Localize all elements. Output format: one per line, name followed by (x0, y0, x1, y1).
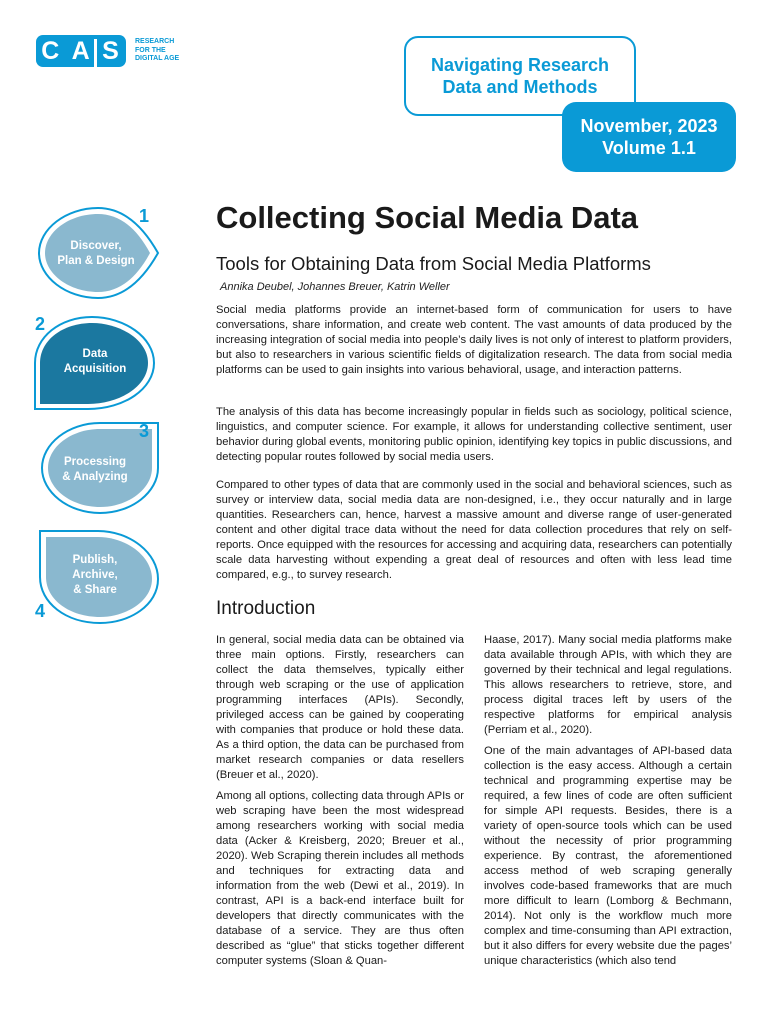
step-label-line: Publish, (72, 554, 118, 566)
step-label-line: Archive, (72, 569, 118, 581)
step-label-line: & Share (73, 584, 117, 596)
article-paragraph: Social media platforms provide an internet-based form of communication for users to have conversations, share information, and create web content. The vast amounts of data produced by the increasing integration of social media into people’s daily lives is not only of interest to platform providers, but also to researchers in various scientific fields of digitalization research. The data from social media platforms can be used to gain insights into various behavioral, usage, and interaction patterns. (216, 304, 732, 376)
step-3-label (45, 455, 145, 485)
logo-tagline-line: DIGITAL AGE (135, 55, 180, 63)
intro-right-paragraph: Haase, 2017). Many social media platforms make data available through APIs, with which they are governed by their technical and legal regulations. This allows researchers to retrieve, store, and process digital traces left by users of the respective platforms for empirical analysis (Perriam et al., 2020). (484, 634, 732, 736)
step-2-number: 2 (35, 314, 46, 334)
logo-mark (36, 35, 126, 67)
article-paragraph: Compared to other types of data that are commonly used in the social and behavioral sciences, such as survey or interview data, social media data are non-designed, i.e., they occur naturally and in large quantities. Researchers can, hence, harvest a massive amount and diverse range of user-generated content and other digital trace data without the need for data collection procedures that rely on self-reports. Once equipped with the resources for accessing and acquiring data, researchers can potentially scale data harvesting without expending a great deal of resources and often with less lead time compared, e.g., to survey research. (216, 479, 732, 581)
volume-number: Volume 1.1 (602, 138, 696, 158)
series-title: Navigating Research Data and Methods (430, 55, 610, 97)
step-label-line: & Analyzing (62, 471, 128, 483)
intro-right-paragraph: One of the main advantages of API-based data collection is the easy access. Although a certain technical and programming expertise may be required, a few lines of code are often sufficient for simple API requests. Besides, there is a variety of open-source tools which can be used without the necessity of prior programming experience. By contrast, the aforementioned access method of web scraping generally involves code-based frameworks that are much more difficult to learn (Lomborg & Bechmann, 2014). Not only is the workflow much more complex and time-consuming than API extraction, but it also differs for every website due the pages’ unique characteristics (which also tend (484, 745, 732, 967)
step-1-label (46, 239, 146, 269)
article-subtitle: Tools for Obtaining Data from Social Media Platforms (216, 253, 651, 274)
step-label-line: Processing (64, 456, 126, 468)
logo-tagline-line: RESEARCH (135, 38, 175, 46)
section-heading-introduction: Introduction (216, 598, 316, 619)
logo-tagline-line: FOR THE (135, 46, 166, 54)
step-label-line: Acquisition (63, 363, 127, 375)
step-label-line: Discover, (70, 240, 122, 252)
step-1-number: 1 (139, 206, 150, 226)
logo-tagline (135, 38, 195, 64)
article-authors: Annika Deubel, Johannes Breuer, Katrin Weller (220, 281, 450, 293)
issue-date: November, 2023 (580, 116, 718, 136)
article-title: Collecting Social Media Data (216, 200, 639, 235)
intro-left-paragraph: In general, social media data can be obtained via three main options. Firstly, researchers can collect the data themselves, typically either through web scraping or the use of application programming interfaces (APIs). Secondly, privileged access can be gained by cooperating with companies that produce or hold these data. As a third option, the data can be purchased from market research companies or data resellers (Breuer et al., 2020). (216, 634, 464, 781)
step-4-number: 4 (35, 601, 46, 621)
step-label-line: Data (82, 348, 108, 360)
logo-letter-c: C (41, 36, 62, 65)
logo-letter-a: A (71, 36, 92, 65)
intro-left-paragraph: Among all options, collecting data through APIs or web scraping have been the most widespread among researchers working with social media data (Acker & Kreisberg, 2020; Breuer et al., 2020). Web Scraping therein includes all methods and techniques for extracting data and information from the web (Dewi et al., 2019). In contrast, API is a back-end interface built for developers that directly communicates with the database of a service. They are thus often described as “glue” that sticks together different computer systems (Sloan & Quan- (216, 790, 464, 967)
step-2-label (45, 347, 145, 377)
step-3-number: 3 (139, 421, 150, 441)
step-label-line: Plan & Design (57, 255, 135, 267)
logo-divider (94, 39, 97, 73)
volume-box (562, 102, 736, 172)
article-paragraph: The analysis of this data has become increasingly popular in fields such as sociology, political science, linguistics, and computer science. For example, it allows for understanding collective sentiment, user behavior during global events, monitoring public opinion, identifying key topics in public discussions, and detecting popular routes followed by social media users. (216, 406, 732, 463)
step-4-label (45, 553, 145, 598)
logo-letter-s: S (102, 36, 121, 65)
cais-logo (36, 35, 195, 67)
